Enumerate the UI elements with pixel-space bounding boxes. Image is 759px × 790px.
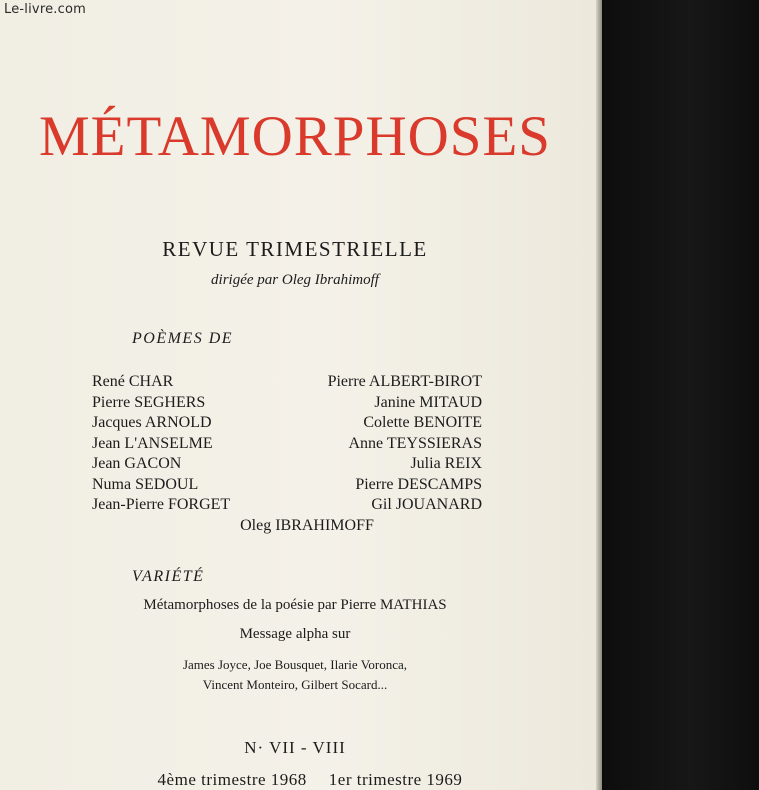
poet-row xyxy=(92,372,482,393)
issue-dates xyxy=(80,770,540,790)
cover-edge xyxy=(596,0,602,790)
poet-name: Numa SEDOUL xyxy=(92,475,199,493)
poet-name: René CHAR xyxy=(92,373,174,390)
variety-subjects-2: Vincent Monteiro, Gilbert Socard... xyxy=(202,677,388,692)
variety-block xyxy=(0,597,590,695)
magazine-subtitle: REVUE TRIMESTRIELLE xyxy=(162,237,428,261)
magazine-title: MÉTAMORPHOSES xyxy=(38,105,552,168)
poet-row xyxy=(92,454,482,475)
dark-background xyxy=(590,0,759,790)
issue-number: N· VII - VIII xyxy=(244,738,346,757)
poet-name: Janine MITAUD xyxy=(374,393,482,411)
variety-article: Métamorphoses de la poésie par Pierre MATHIAS xyxy=(143,597,447,613)
poet-row xyxy=(92,413,482,434)
poet-row xyxy=(92,475,482,496)
poet-name: Pierre DESCAMPS xyxy=(355,475,482,493)
date-right: 1er trimestre 1969 xyxy=(328,770,463,789)
poet-row xyxy=(92,495,482,516)
poet-name: Pierre ALBERT-BIROT xyxy=(327,373,482,390)
poet-name: Colette BENOITE xyxy=(363,414,482,431)
poet-name: Jean GACON xyxy=(92,455,182,472)
watermark: Le-livre.com xyxy=(4,2,86,17)
poet-row xyxy=(92,393,482,414)
poet-name: Gil JOUANARD xyxy=(371,496,482,513)
poet-name: Jacques ARNOLD xyxy=(92,414,212,431)
poet-name: Julia REIX xyxy=(410,455,482,472)
variety-message: Message alpha sur xyxy=(239,626,351,642)
variety-section-label: VARIÉTÉ xyxy=(132,568,205,585)
poet-row xyxy=(92,434,482,455)
director-credit: dirigée par Oleg Ibrahimoff xyxy=(211,272,379,288)
poet-name: Anne TEYSSIERAS xyxy=(348,434,482,452)
poet-name: Jean L'ANSELME xyxy=(92,434,213,452)
variety-subjects-1: James Joyce, Joe Bousquet, Ilarie Voronca, xyxy=(182,657,408,672)
poet-name-center: Oleg IBRAHIMOFF xyxy=(240,516,374,534)
poems-section-label: POÈMES DE xyxy=(132,330,234,347)
poet-name: Jean-Pierre FORGET xyxy=(92,496,231,513)
poets-list xyxy=(92,372,482,536)
date-left: 4ème trimestre 1968 xyxy=(157,770,307,789)
poet-name: Pierre SEGHERS xyxy=(92,393,206,411)
